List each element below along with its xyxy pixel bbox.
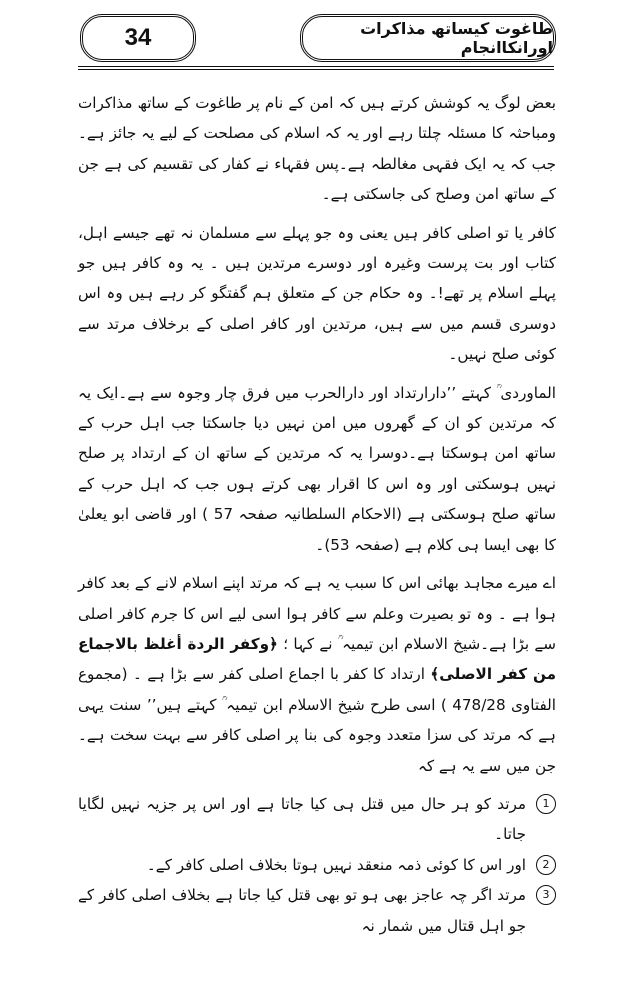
point-text: اور اس کا کوئی ذمہ منعقد نہیں ہوتا بخلاف اصلی کافر کے۔ (146, 855, 526, 874)
point-text: مرتد کو ہر حال میں قتل ہی کیا جاتا ہے اور اس پر جزیہ نہیں لگایا جاتا۔ (78, 794, 526, 844)
points-list (78, 789, 556, 941)
page-number: 34 (80, 14, 196, 62)
paragraph-2: کافر یا تو اصلی کافر ہیں یعنی وہ جو پہلے سے مسلمان نہ تھے جیسے اہل، کتاب اور بت پرست وغیرہ اور دوسرے مرتدین ہیں ۔ یہ وہ کافر ہیں جو پہلے اسلام پر تھے!۔ وہ حکام جن کے متعلق ہم گفتگو کر رہے ہیں وہ اس دوسری قسم میں سے ہیں، مرتدین اور کافر اصلی کے برخلاف مرتد سے کوئی صلح نہیں۔ (78, 223, 556, 364)
point-number: 1 (536, 794, 556, 814)
point-text: مرتد اگر چہ عاجز بھی ہو تو بھی قتل کیا جاتا ہے بخلاف اصلی کافر کے جو اہل قتال میں شمار نہ (78, 886, 526, 935)
paragraph-3: الماوردی ؒ کہتے ’’دارارتداد اور دارالحرب میں فرق چار وجوہ سے ہے۔ایک یہ کہ مرتدین کو ان کے گھروں میں امن نہیں دیا جاسکتا جب اہل حرب کے ساتھ امن ہوسکتا ہے۔دوسرا یہ کہ مرتدین کے ساتھ ان کے ارتداد پر صلح نہیں ہوسکتی اور وہ اس کا اقرار بھی کرتے ہوں جب کہ اہل حرب کے ساتھ صلح ہوسکتی ہے (الاحکام السلطانیہ صفحہ 57 ) اور قاضی ابو یعلیٰ کا بھی ایسا ہی کلام ہے (صفحہ 53)۔ (78, 383, 556, 554)
point-number: 2 (536, 855, 556, 875)
header-divider (78, 66, 554, 70)
chapter-title: طاغوت کیساتھ مذاکرات اورانکاانجام (300, 14, 556, 62)
paragraph-4-rest: ارتداد کا کفر با اجماع اصلی کفر سے بڑا ہے ۔ (مجموع الفتاوی 478/28 ) اسی طرح شیخ الاسلام ابن تیمیہ ؒ کہتے ہیں’’ سنت یہی ہے کہ مرتد کی سزا متعدد وجوہ کی بنا پر اصلی کافر سے بہت سخت ہے۔ جن میں سے یہ ہے کہ (78, 665, 557, 775)
point-number: 3 (536, 885, 556, 905)
arabic-quote: ﴿وکفر الردة أغلظ بالاجماع من کفر الاصلی﴾ (78, 634, 557, 684)
page-body (78, 88, 556, 941)
paragraph-4 (78, 568, 556, 781)
paragraph-1: بعض لوگ یہ کوشش کرتے ہیں کہ امن کے نام پر طاغوت کے ساتھ مذاکرات ومباحثہ کا مسئلہ چلتا رہے اور یہ کہ اسلام کی مصلحت کے لیے یہ جائز ہے۔جب کہ یہ ایک فقہی مغالطہ ہے۔پس فقہاء نے کفار کی تقسیم کی ہے جن کے ساتھ امن وصلح کی جاسکتی ہے۔ (78, 94, 556, 204)
list-item (78, 789, 556, 850)
paragraph-4-intro: اے میرے مجاہد بھائی اس کا سبب یہ ہے کہ مرتد اپنے اسلام لانے کے بعد کافر ہوا ہے ۔ وہ تو بصیرت وعلم سے کافر ہوا اسی لیے اس کا جرم کافر اصلی سے بڑا ہے۔شیخ الاسلام ابن تیمیہ ؒ نے کہا ؛ (78, 574, 556, 653)
list-item (78, 880, 556, 941)
list-item (78, 850, 556, 880)
